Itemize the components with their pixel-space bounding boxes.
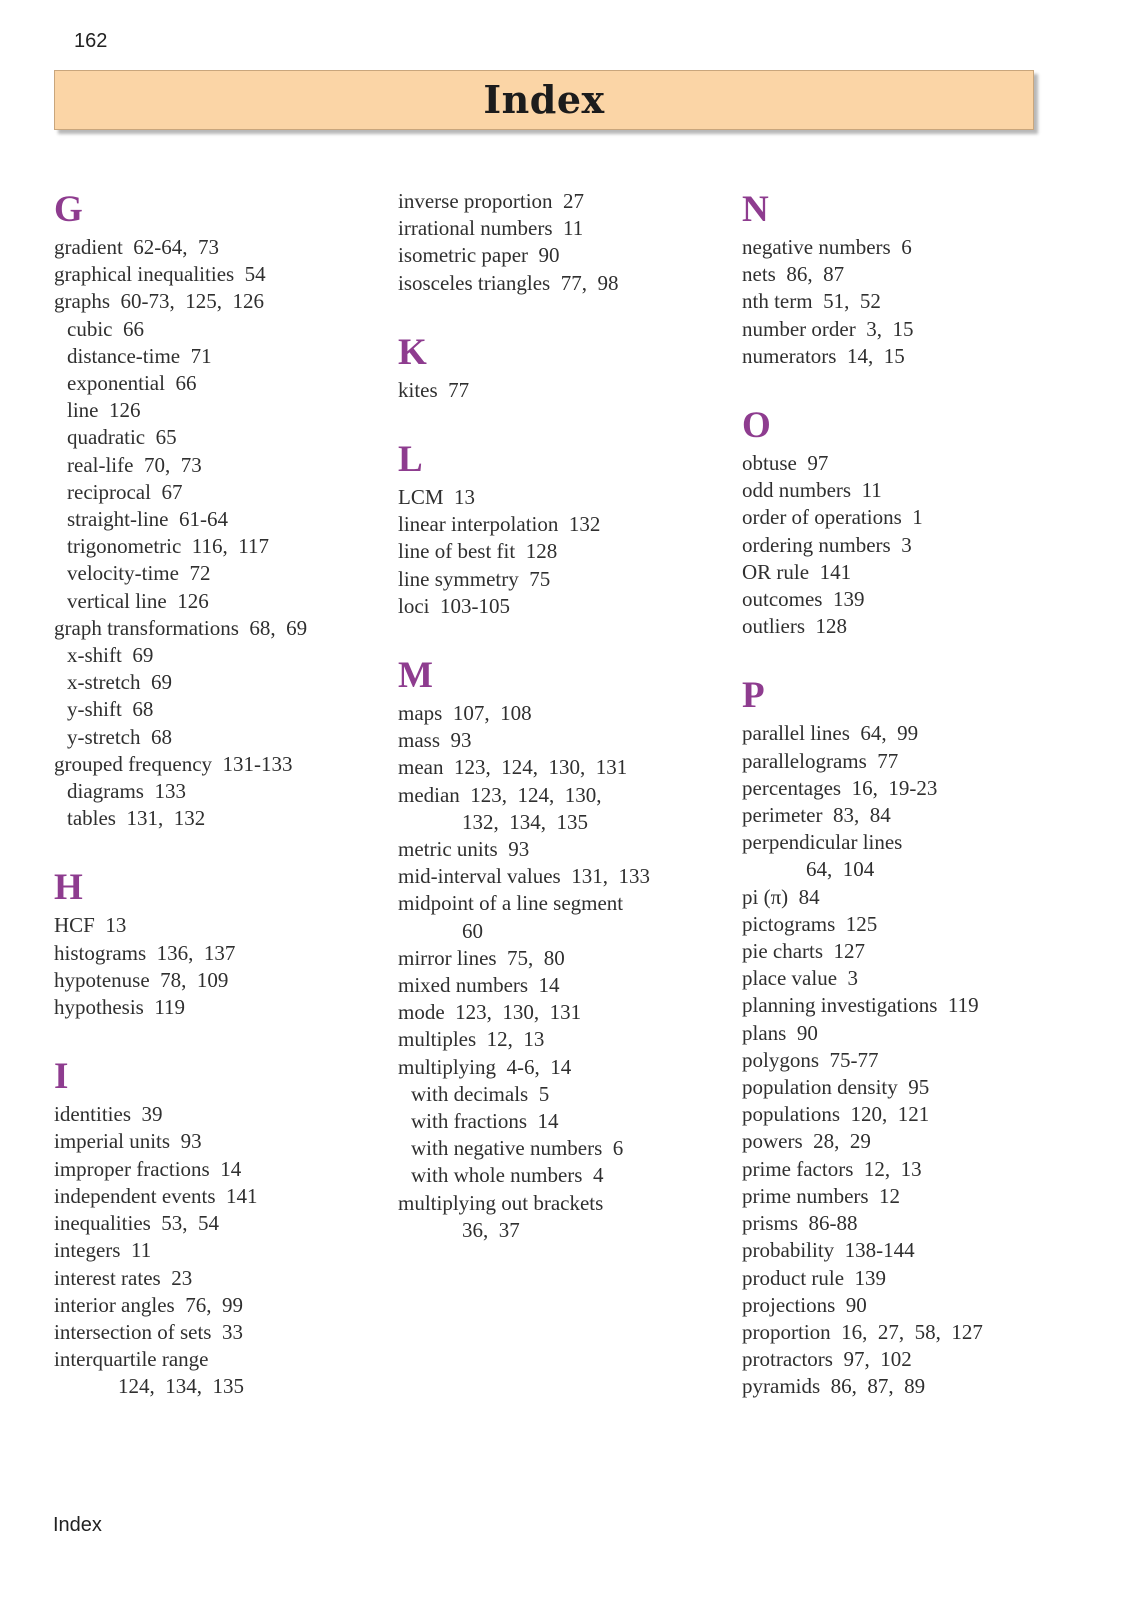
index-entry: graphical inequalities 54 bbox=[54, 262, 266, 287]
index-subentry: with decimals 5 bbox=[411, 1081, 550, 1106]
index-section bbox=[742, 404, 1072, 640]
section-letter: M bbox=[398, 655, 433, 697]
index-section bbox=[54, 188, 384, 832]
index-entry: line of best fit 128 bbox=[398, 539, 558, 564]
index-entry: integers 11 bbox=[54, 1238, 152, 1263]
section-letter: I bbox=[54, 1056, 69, 1098]
index-entry: isosceles triangles 77, 98 bbox=[398, 270, 619, 295]
index-entry: polygons 75-77 bbox=[742, 1047, 879, 1072]
index-entry: grouped frequency 131-133 bbox=[54, 751, 293, 776]
section-letter: L bbox=[398, 439, 423, 481]
index-entry: population density 95 bbox=[742, 1075, 930, 1100]
index-subentry: velocity-time 72 bbox=[67, 561, 211, 586]
index-entry: obtuse 97 bbox=[742, 451, 829, 476]
index-subentry: with negative numbers 6 bbox=[411, 1136, 624, 1161]
index-column-3 bbox=[742, 188, 1072, 1435]
index-entry: populations 120, 121 bbox=[742, 1102, 930, 1127]
index-entry: prime factors 12, 13 bbox=[742, 1156, 922, 1181]
index-entry: gradient 62-64, 73 bbox=[54, 235, 220, 259]
index-section bbox=[398, 331, 728, 404]
index-entry: hypotenuse 78, 109 bbox=[54, 967, 229, 992]
index-subentry: cubic 66 bbox=[67, 316, 144, 341]
index-subentry: quadratic 65 bbox=[67, 425, 177, 450]
footer-label: Index bbox=[53, 1514, 102, 1536]
index-entry: planning investigations 119 bbox=[742, 993, 979, 1018]
index-entry: probability 138-144 bbox=[742, 1238, 915, 1263]
index-entry: 124, 134, 135 bbox=[118, 1374, 244, 1399]
section-letter: P bbox=[742, 675, 765, 717]
index-entry: linear interpolation 132 bbox=[398, 512, 601, 537]
index-entry: isometric paper 90 bbox=[398, 243, 560, 268]
index-entry: 60 bbox=[462, 918, 483, 943]
index-section bbox=[398, 188, 728, 297]
index-entry: parallelograms 77 bbox=[742, 748, 899, 773]
index-entry: perpendicular lines bbox=[742, 830, 903, 855]
index-subentry: x-shift 69 bbox=[67, 643, 154, 668]
index-entry: mid-interval values 131, 133 bbox=[398, 864, 650, 889]
index-subentry: trigonometric 116, 117 bbox=[67, 534, 269, 559]
index-entry: negative numbers 6 bbox=[742, 235, 912, 259]
index-entry: prime numbers 12 bbox=[742, 1183, 901, 1208]
index-entry: mean 123, 124, 130, 131 bbox=[398, 755, 628, 780]
index-entry: pictograms 125 bbox=[742, 911, 878, 936]
index-entry: imperial units 93 bbox=[54, 1129, 202, 1154]
index-entry: numerators 14, 15 bbox=[742, 343, 905, 368]
index-entry: outcomes 139 bbox=[742, 587, 865, 612]
index-subentry: with whole numbers 4 bbox=[411, 1163, 604, 1188]
index-entry: 64, 104 bbox=[806, 857, 875, 882]
index-entry: interior angles 76, 99 bbox=[54, 1292, 243, 1317]
title-banner bbox=[54, 70, 1034, 130]
index-entry: kites 77 bbox=[398, 377, 470, 402]
index-entry: pi (π) 84 bbox=[742, 884, 820, 909]
index-entry: odd numbers 11 bbox=[742, 478, 882, 503]
index-entry: multiples 12, 13 bbox=[398, 1027, 545, 1052]
index-entry: proportion 16, 27, 58, 127 bbox=[742, 1319, 983, 1344]
index-entry: LCM 13 bbox=[398, 485, 476, 510]
index-entry: 132, 134, 135 bbox=[462, 809, 588, 834]
index-subentry: with fractions 14 bbox=[411, 1109, 559, 1134]
index-entry: parallel lines 64, 99 bbox=[742, 721, 919, 746]
index-entry: histograms 136, 137 bbox=[54, 940, 236, 965]
index-subentry: diagrams 133 bbox=[67, 779, 186, 804]
index-section bbox=[54, 1055, 384, 1400]
index-entry: interquartile range bbox=[54, 1347, 209, 1372]
index-entry: mixed numbers 14 bbox=[398, 973, 560, 998]
index-entry: median 123, 124, 130, bbox=[398, 782, 602, 807]
index-subentry: straight-line 61-64 bbox=[67, 507, 228, 532]
index-entry: OR rule 141 bbox=[742, 559, 852, 584]
index-entry: hypothesis 119 bbox=[54, 995, 186, 1020]
index-entry: graph transformations 68, 69 bbox=[54, 615, 308, 640]
index-entry: irrational numbers 11 bbox=[398, 216, 584, 241]
page-title: Index bbox=[483, 77, 605, 122]
index-entry: ordering numbers 3 bbox=[742, 532, 912, 557]
index-entry: product rule 139 bbox=[742, 1265, 887, 1290]
index-subentry: distance-time 71 bbox=[67, 343, 212, 368]
index-entry: multiplying out brackets bbox=[398, 1190, 604, 1215]
index-entry: HCF 13 bbox=[54, 913, 127, 938]
index-subentry: vertical line 126 bbox=[67, 588, 209, 613]
index-entry: identities 39 bbox=[54, 1102, 163, 1127]
index-subentry: exponential 66 bbox=[67, 371, 197, 396]
index-section bbox=[398, 654, 728, 1244]
index-entry: metric units 93 bbox=[398, 837, 530, 862]
index-entry: mirror lines 75, 80 bbox=[398, 945, 565, 970]
index-entry: plans 90 bbox=[742, 1020, 818, 1045]
index-entry: powers 28, 29 bbox=[742, 1129, 871, 1154]
index-subentry: y-stretch 68 bbox=[67, 724, 172, 749]
index-entry: nets 86, 87 bbox=[742, 262, 845, 287]
index-entry: protractors 97, 102 bbox=[742, 1347, 912, 1372]
index-subentry: x-stretch 69 bbox=[67, 670, 172, 695]
index-entry: projections 90 bbox=[742, 1292, 867, 1317]
index-entry: multiplying 4-6, 14 bbox=[398, 1054, 572, 1079]
index-entry: inverse proportion 27 bbox=[398, 189, 585, 213]
section-letter: H bbox=[54, 867, 83, 909]
index-entry: intersection of sets 33 bbox=[54, 1319, 243, 1344]
index-entry: interest rates 23 bbox=[54, 1265, 193, 1290]
section-letter: N bbox=[742, 189, 769, 230]
index-entry: place value 3 bbox=[742, 966, 859, 991]
index-entry: outliers 128 bbox=[742, 614, 847, 639]
index-subentry: real-life 70, 73 bbox=[67, 452, 202, 477]
index-entry: loci 103-105 bbox=[398, 593, 510, 618]
index-entry: inequalities 53, 54 bbox=[54, 1211, 220, 1236]
index-entry: pyramids 86, 87, 89 bbox=[742, 1374, 926, 1399]
index-entry: graphs 60-73, 125, 126 bbox=[54, 289, 264, 314]
index-subentry: tables 131, 132 bbox=[67, 806, 206, 831]
index-section bbox=[54, 866, 384, 1021]
index-entry: independent events 141 bbox=[54, 1183, 258, 1208]
index-entry: line symmetry 75 bbox=[398, 566, 551, 591]
index-entry: midpoint of a line segment bbox=[398, 891, 624, 916]
index-entry: prisms 86-88 bbox=[742, 1211, 858, 1236]
index-subentry: line 126 bbox=[67, 398, 141, 423]
index-entry: nth term 51, 52 bbox=[742, 289, 881, 314]
index-entry: 36, 37 bbox=[462, 1217, 520, 1242]
index-entry: mode 123, 130, 131 bbox=[398, 1000, 582, 1025]
section-letter: O bbox=[742, 405, 771, 447]
index-section bbox=[742, 188, 1072, 370]
index-section bbox=[742, 674, 1072, 1400]
index-entry: percentages 16, 19-23 bbox=[742, 775, 938, 800]
index-section bbox=[398, 438, 728, 620]
index-entry: mass 93 bbox=[398, 728, 472, 753]
index-subentry: reciprocal 67 bbox=[67, 479, 183, 504]
section-letter: G bbox=[54, 189, 83, 230]
index-entry: number order 3, 15 bbox=[742, 316, 914, 341]
page-number: 162 bbox=[74, 30, 108, 52]
index-entry: perimeter 83, 84 bbox=[742, 803, 891, 828]
index-entry: pie charts 127 bbox=[742, 939, 866, 964]
index-entry: maps 107, 108 bbox=[398, 701, 532, 726]
index-subentry: y-shift 68 bbox=[67, 697, 154, 722]
index-entry: order of operations 1 bbox=[742, 505, 923, 530]
index-entry: improper fractions 14 bbox=[54, 1156, 242, 1181]
section-letter: K bbox=[398, 331, 427, 373]
index-column-1 bbox=[54, 188, 384, 1435]
index-column-2 bbox=[398, 188, 728, 1278]
